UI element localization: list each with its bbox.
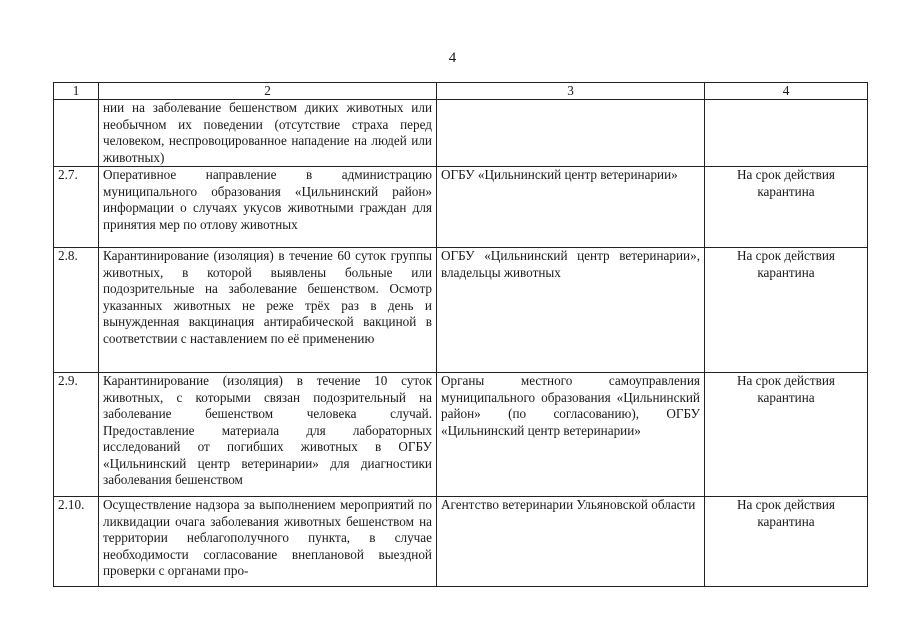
row-number: 2.9.	[54, 373, 99, 497]
column-header: 3	[437, 83, 705, 100]
measure-cell: Карантинирование (изоляция) в течение 60 суток группы животных, в которой выявлены больные или подозрительные на заболевание бешенством. Осмотр указанных животных не реже трёх раз в день и вынужденная вакцинация антирабической вакциной в соответствии с наставлением по её применению	[99, 248, 437, 373]
executor-cell: Агентство ветеринарии Ульяновской области	[437, 497, 705, 587]
executor-cell	[437, 100, 705, 167]
measure-cell: Осуществление надзора за выполнением мероприятий по ликвидации очага заболевания животных бешенством на территории неблагополучного пункта, в случае необходимости согласование внеплановой выездной проверки с органами про-	[99, 497, 437, 587]
column-header: 2	[99, 83, 437, 100]
row-number: 2.10.	[54, 497, 99, 587]
measure-cell: нии на заболевание бешенством диких животных или необычном их поведении (отсутствие страха перед человеком, неспровоцированное нападение на людей или животных)	[99, 100, 437, 167]
table-row	[54, 373, 868, 497]
executor-cell: ОГБУ «Цильнинский центр ветеринарии», владельцы животных	[437, 248, 705, 373]
row-number	[54, 100, 99, 167]
term-cell: На срок действия карантина	[705, 167, 868, 248]
column-header: 1	[54, 83, 99, 100]
measure-cell: Карантинирование (изоляция) в течение 10 суток животных, с которыми связан подозрительный на заболевание бешенством человека случай. Предоставление материала для лабораторных исследований от погибших животных в ОГБУ «Цильнинский центр ветеринарии» для диагностики заболевания бешенством	[99, 373, 437, 497]
column-header: 4	[705, 83, 868, 100]
term-cell: На срок действия карантина	[705, 373, 868, 497]
table-row	[54, 248, 868, 373]
term-cell: На срок действия карантина	[705, 248, 868, 373]
table-row	[54, 100, 868, 167]
term-cell: На срок действия карантина	[705, 497, 868, 587]
executor-cell: Органы местного самоуправления муниципального образования «Цильнинский район» (по согласованию), ОГБУ «Цильнинский центр ветеринарии»	[437, 373, 705, 497]
row-number: 2.7.	[54, 167, 99, 248]
table-row	[54, 497, 868, 587]
page-number: 4	[448, 50, 457, 66]
table-header-row	[54, 83, 868, 100]
measures-table	[53, 82, 868, 587]
term-cell	[705, 100, 868, 167]
executor-cell: ОГБУ «Цильнинский центр ветеринарии»	[437, 167, 705, 248]
row-number: 2.8.	[54, 248, 99, 373]
table-row	[54, 167, 868, 248]
measure-cell: Оперативное направление в администрацию муниципального образования «Цильнинский район» информации о случаях укусов животными граждан для принятия мер по отлову животных	[99, 167, 437, 248]
